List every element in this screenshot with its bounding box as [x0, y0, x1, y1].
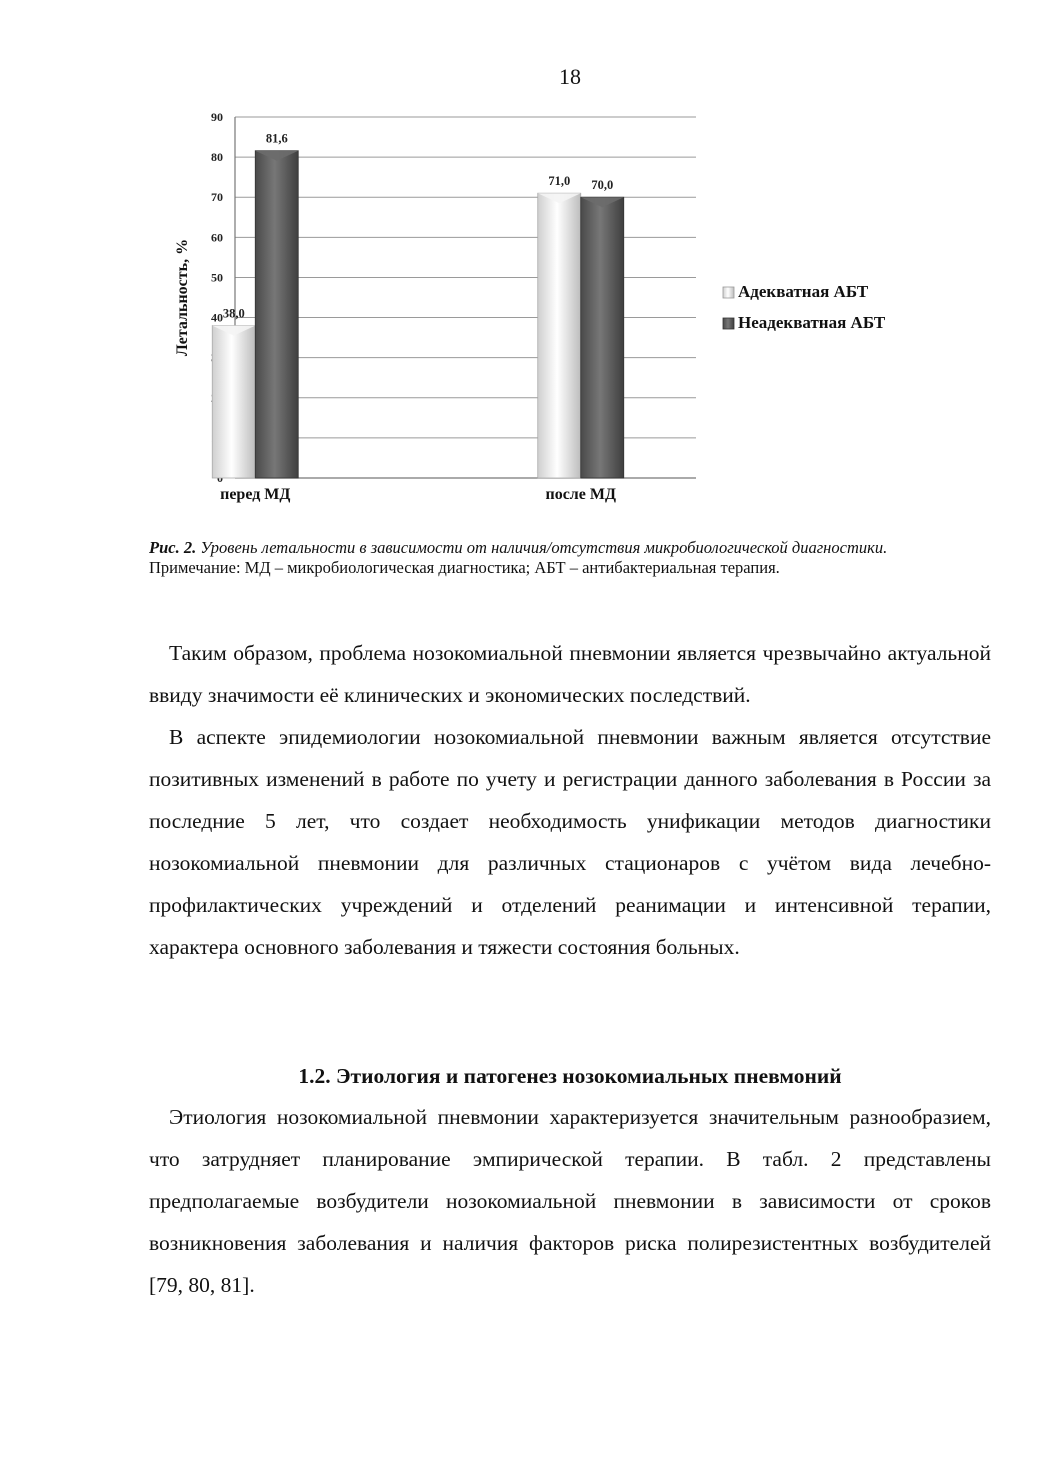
data-label: 81,6 — [265, 131, 288, 146]
y-tick-label: 60 — [211, 230, 223, 245]
body-text-top — [149, 632, 991, 968]
legend-swatch — [723, 318, 734, 329]
paragraph: Этиология нозокомиальной пневмонии характеризуется значительным разнообразием, что затрудняет планирование эмпирической терапии. В табл. 2 представлены предполагаемые возбудители нозокомиальной пневмонии в зависимости от сроков возникновения заболевания и наличия факторов риска полирезистентных возбудителей [79, 80, 81]. — [149, 1105, 991, 1297]
y-tick-label: 90 — [211, 110, 223, 124]
data-label: 38,0 — [222, 306, 245, 321]
body-text-bottom — [149, 1096, 991, 1306]
mortality-bar-chart — [160, 100, 940, 520]
paragraph: Таким образом, проблема нозокомиальной пневмонии является чрезвычайно актуальной ввиду значимости её клинических и экономических последствий. — [149, 641, 991, 707]
page-number: 18 — [559, 64, 581, 89]
x-tick-label: перед МД — [220, 486, 291, 503]
data-label: 71,0 — [548, 174, 571, 189]
legend-swatch — [723, 287, 734, 298]
figure-caption — [149, 538, 991, 578]
y-axis-label: Летальность, % — [174, 238, 191, 357]
legend-label: Адекватная АБТ — [738, 282, 869, 301]
data-label: 70,0 — [591, 178, 614, 193]
y-tick-label: 80 — [211, 150, 223, 165]
y-tick-label: 40 — [211, 310, 223, 325]
bar — [212, 326, 255, 478]
y-tick-label: 70 — [211, 190, 223, 205]
figure-label: Рис. 2. — [149, 538, 197, 557]
bar — [255, 151, 298, 478]
y-tick-label: 50 — [211, 270, 223, 285]
figure-title: Уровень летальности в зависимости от наличия/отсутствия микробиологической диагностики. — [200, 538, 888, 557]
section-heading: 1.2. Этиология и патогенез нозокомиальных пневмоний — [298, 1064, 842, 1088]
x-tick-label: после МД — [545, 486, 617, 503]
paragraph: В аспекте эпидемиологии нозокомиальной пневмонии важным является отсутствие позитивных изменений в работе по учету и регистрации данного заболевания в России за последние 5 лет, что создает необходимость унификации методов диагностики нозокомиальной пневмонии для различных стационаров с учётом вида лечебно-профилактических учреждений и отделений реанимации и интенсивной терапии, характера основного заболевания и тяжести состояния больных. — [149, 725, 991, 959]
figure-note: Примечание: МД – микробиологическая диагностика; АБТ – антибактериальная терапия. — [149, 558, 780, 577]
bar — [538, 193, 581, 478]
legend-label: Неадекватная АБТ — [738, 313, 886, 332]
bar — [581, 197, 624, 478]
